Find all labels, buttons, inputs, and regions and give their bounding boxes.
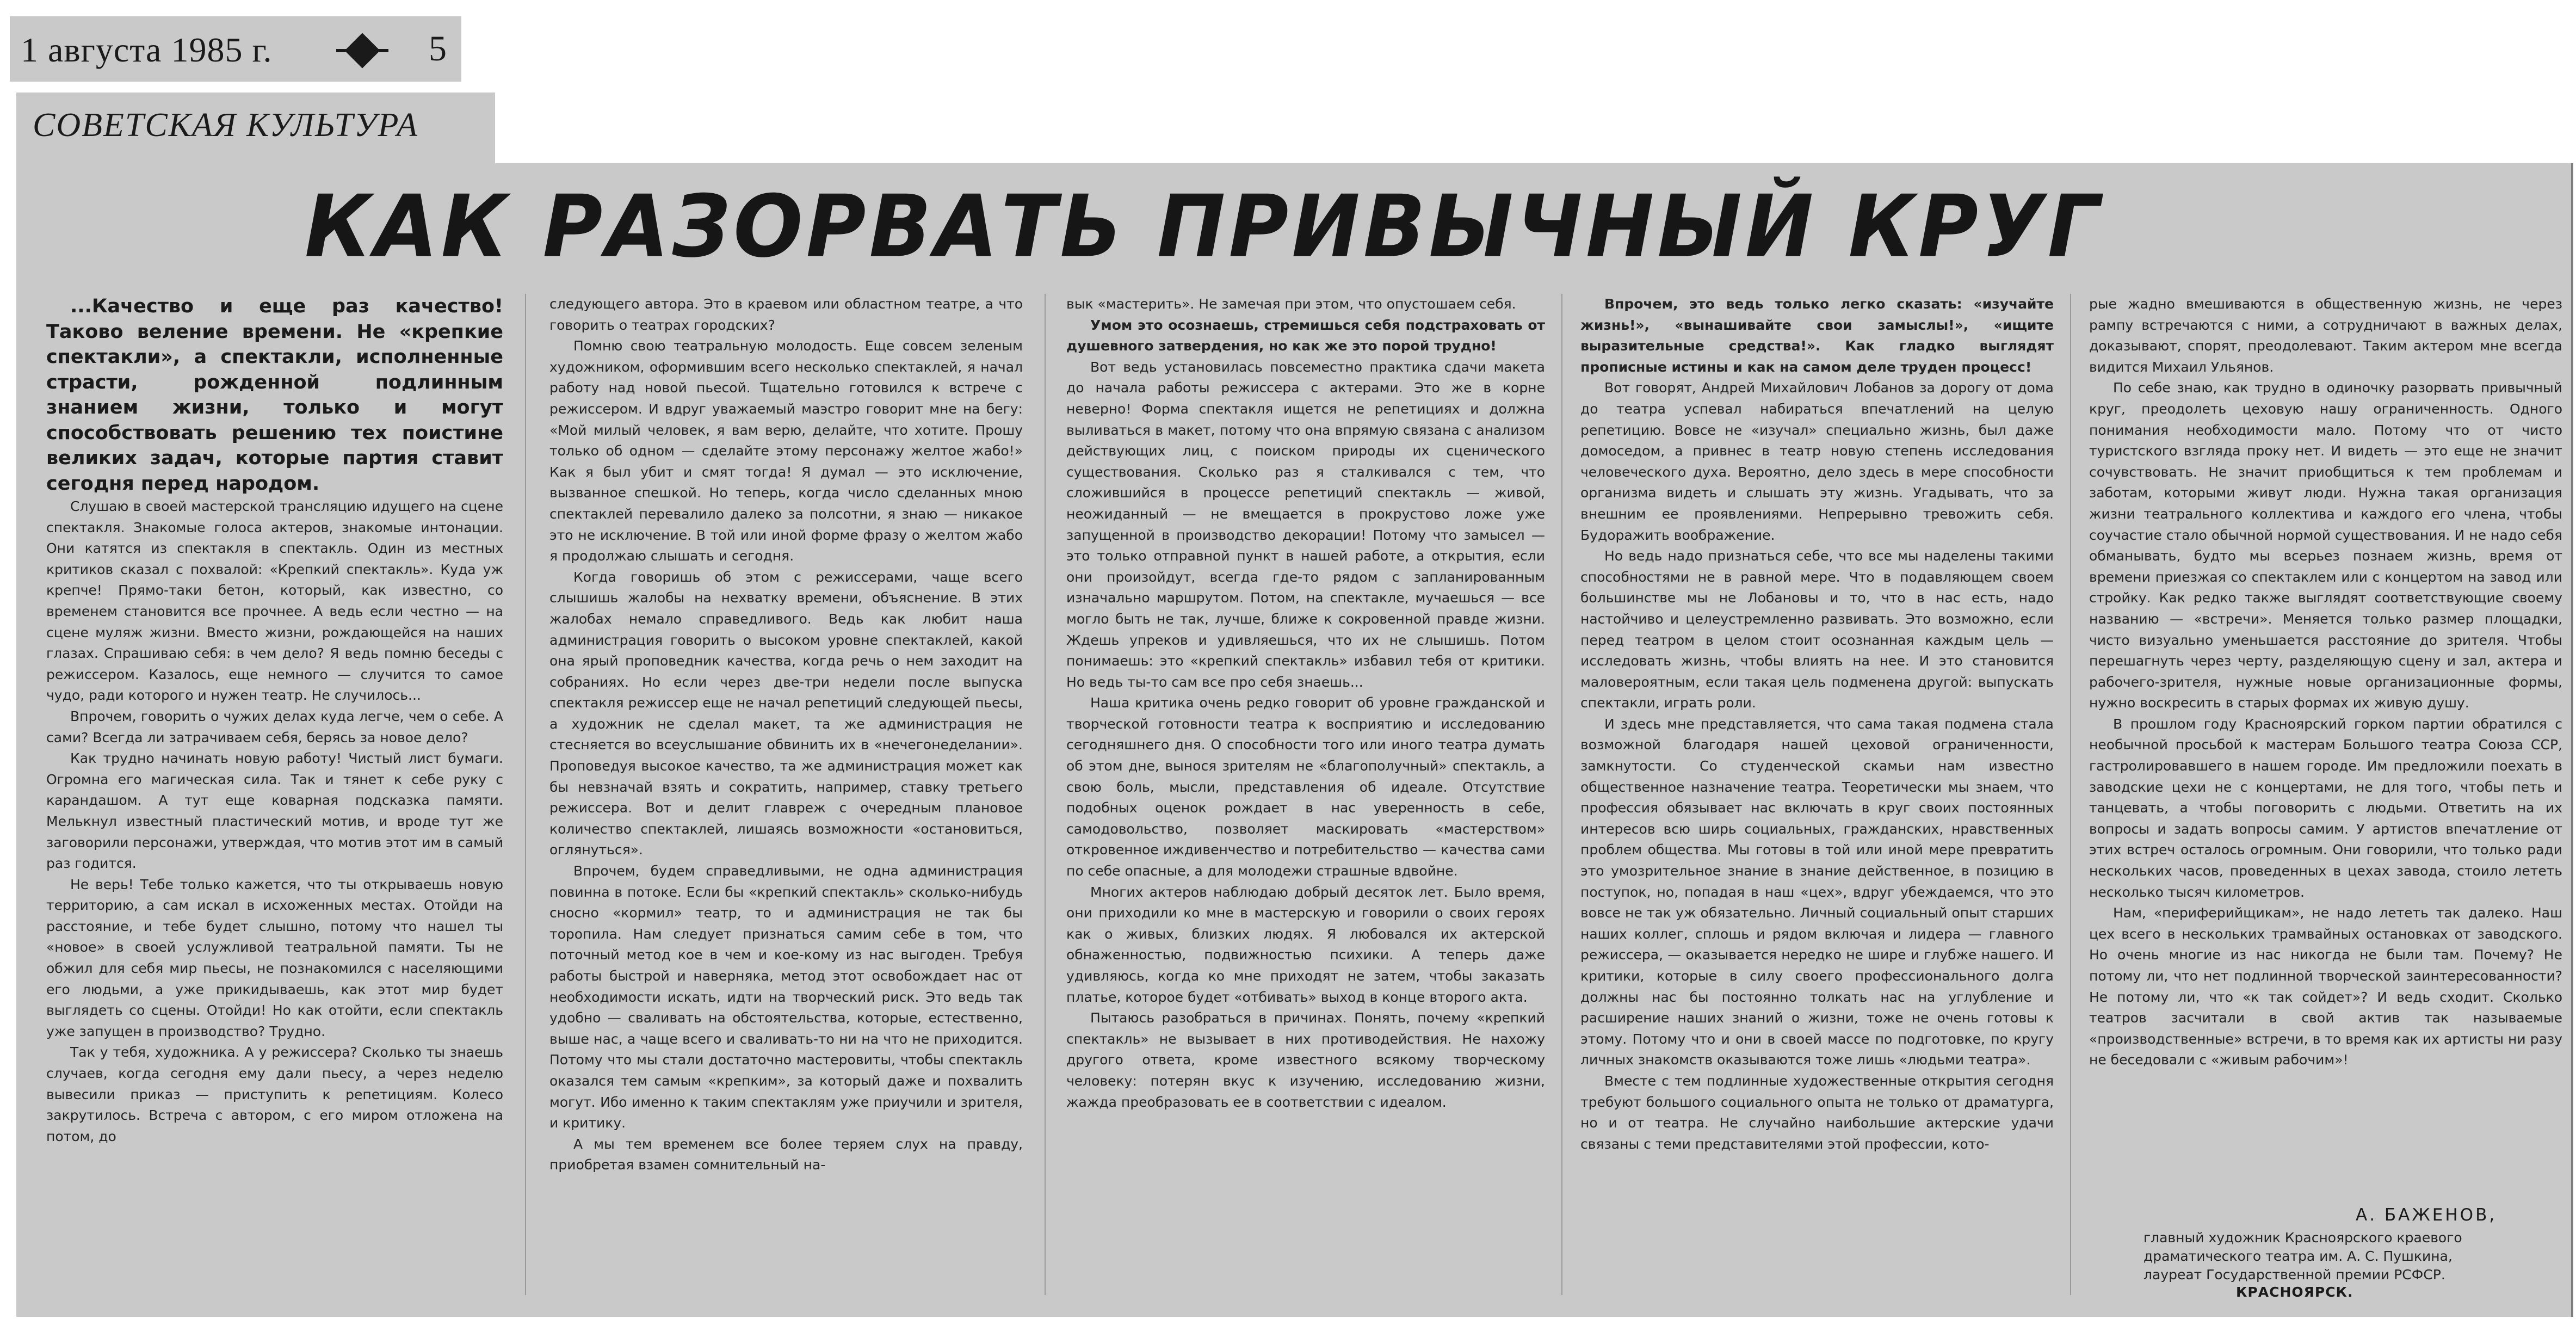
paragraph: А мы тем временем все более теряем слух на правду, приобретая взамен сомнительный на- [549, 1136, 1023, 1173]
paragraph: Вот ведь установилась повсеместно практика сдачи макета до начала работы режиссера с актерами. Это же в корне неверно! Форма спектакля ищется не репетициях и должна выливаться в макет, потому что она впрямую связана с анализом действующих лиц, с поиском природы их сценического существования. Сколько раз я сталкивался с тем, что сложившийся в процессе репетиций спектакль — живой, неожиданный — не вмещается в прокрустово ложе уже запущенной в производство декорации! Потому что замысел — это только отправной пункт в нашей работе, а открытия, если они произойдут, всегда где-то рядом с запланированным изначально маршрутом. Потом, на спектакле, мучаешься — все могло быть не так, лучше, ближе к сокровенной правде жизни. Ждешь упреков и удивляешься, что их не слышишь. Потом понимаешь: это «крепкий спектакль» избавил тебя от критики. Но ведь ты-то сам все про себя знаешь... [1066, 359, 1545, 690]
article-lead: ...Качество и еще раз качество! Таково веление времени. Не «крепкие спектакли», а спектакли, исполненные страсти, рожденной подлинным знанием жизни, только и могут способствовать решению тех поистине великих задач, которые партия ставит сегодня перед народом. [46, 295, 503, 495]
sheet-edge [2571, 163, 2573, 1317]
paragraph: По себе знаю, как трудно в одиночку разорвать привычный круг, преодолеть цеховую нашу ограниченность. Одного понимания необходимости мало. Потому что от чисто туристского взгляда проку нет. И видеть — это еще не значит сочувствовать. Не значит приобщиться к тем проблемам и заботам, которыми живут люди. Нужна такая организация жизни театрального коллектива и каждого его члена, чтобы соучастие стало обычной нормой существования. И не надо себя обманывать, будто мы всерьез познаем жизнь, время от времени приезжая со спектаклем или с концертом на завод или стройку. Как редко также выглядят соответствующие своему названию — «встречи». Меняется только размер площадки, чисто визуально уменьшается расстояние до зрителя. Чтобы перешагнуть через черту, разделяющую сцену и зал, актера и рабочего-зрителя, нужные новые организационные формы, нужно воскресить в старых формах их живую душу. [2089, 380, 2562, 711]
author-signature: А. БАЖЕНОВ, [2356, 1205, 2497, 1225]
paragraph: Пытаюсь разобраться в причинах. Понять, почему «крепкий спектакль» не вызывает в них противодействия. Не нахожу другого ответа, кроме известного всякому творческому человеку: потерян вкус к изучению, исследованию жизни, жажда преобразовать ее в соответствии с идеалом. [1066, 1010, 1545, 1110]
paragraph: Так у тебя, художника. А у режиссера? Сколько ты знаешь случаев, когда сегодня ему дали пьесу, а через неделю вывесили приказ — приступить к репетициям. Колесо закрутилось. Встреча с автором, с его миром отложена на потом, до [46, 1044, 503, 1144]
column-2 [549, 294, 1023, 1176]
column-4 [1580, 294, 2054, 1155]
paragraph: Не верь! Тебе только кажется, что ты открываешь новую территорию, а сам искал в исхоженных местах. Отойди на расстояние, и тебе будет слышно, потому что нашел ты «новое» в своей услужливой театральной памяти. Ты не обжил для себя мир пьесы, не познакомился с населяющими его людьми, а уже прикидываешь, как этот мир будет выглядеть со сцены. Отойди! Но как отойти, если спектакль уже запущен в производство? Трудно. [46, 876, 503, 1039]
paragraph: Впрочем, будем справедливыми, не одна администрация повинна в потоке. Если бы «крепкий спектакль» сколько-нибудь сносно «кормил» театр, то и администрация не так бы торопила. Нам следует признаться самим себе в том, что поточный метод кое в чем и кое-кому из нас выгоден. Требуя работы быстрой и наверняка, метод этот освобождает нас от необходимости искать, идти на творческий риск. Это ведь так удобно — сваливать на обстоятельства, которые, естественно, выше нас, а чаще всего и сваливать-то ни на что не приходится. Потому что мы стали достаточно мастеровиты, чтобы спектакль оказался тем самым «крепким», за который даже и похвалить могут. Ибо именно к таким спектаклям уже приучили и зрителя, и критику. [549, 863, 1023, 1131]
paragraph: Вместе с тем подлинные художественные открытия сегодня требуют большого социального опыта не только от драматурга, но и от театра. Не случайно наибольшие актерские удачи связаны с теми представителями этой профессии, кото- [1580, 1073, 2054, 1152]
paragraph: Нам, «периферийщикам», не надо лететь так далеко. Наш цех всего в нескольких трамвайных остановках от заводского. Но очень многие из нас никогда не были там. Почему? Не потому ли, что нет подлинной творческой заинтересованности? Не потому ли, что «к так сойдет»? И ведь сходит. Сколько театров засчитали в свой актив так называемые «производственные» встречи, в то время как их артисты ни разу не беседовали с «живым рабочим»! [2089, 905, 2562, 1068]
paragraph: Впрочем, это ведь только легко сказать: «изучайте жизнь!», «вынашивайте свои замыслы!», «ищите выразительные средства!». Как гладко выглядят прописные истины и как на самом деле труден процесс! [1580, 296, 2054, 375]
paragraph: Многих актеров наблюдаю добрый десяток лет. Было время, они приходили ко мне в мастерскую и говорили о своих героях как о живых, близких людях. Я любовался их актерской обнаженностью, подвижностью психики. А теперь даже удивляюсь, когда ко мне приходят не затем, чтобы заказать платье, которое будет «отбивать» выход в конце второго акта. [1066, 884, 1545, 1005]
paragraph: Вот говорят, Андрей Михайлович Лобанов за дорогу от дома до театра успевал набираться впечатлений на целую репетицию. Вовсе не «изучал» специально жизнь, был даже домоседом, а привнес в театр новую степень исследования человеческого духа. Вероятно, дело здесь в мере способности организма видеть и слышать эту жизнь. Угадывать, что за внешним ее проявлениями. Непрерывно тревожить себя. Будоражить воображение. [1580, 380, 2054, 543]
paragraph: следующего автора. Это в краевом или областном театре, а что говорить о театрах городских? [549, 296, 1023, 333]
paragraph: Как трудно начинать новую работу! Чистый лист бумаги. Огромна его магическая сила. Так и тянет к себе руку с карандашом. А тут еще коварная подсказка памяти. Мелькнул известный пластический мотив, и вроде тут же заговорили персонажи, утверждая, что мотив этот им в самый раз годится. [46, 750, 503, 872]
paragraph: Наша критика очень редко говорит об уровне гражданской и творческой готовности театра к восприятию и исследованию сегодняшнего дня. О способности того или иного театра думать об этом дне, вынося зрителям не «благополучный» спектакль, а свою боль, мысли, представления об идеале. Отсутствие подобных оценок рождает в нас уверенность в себе, самодовольство, позволяет маскировать «мастерством» откровенное иждивенчество и потребительство — качества сами по себе опасные, а для молодежи страшные вдвойне. [1066, 695, 1545, 879]
paragraph: вык «мастерить». Не замечая при этом, что опустошаем себя. [1066, 296, 1516, 312]
city-dateline: КРАСНОЯРСК. [2236, 1284, 2353, 1300]
column-divider [525, 294, 526, 1295]
paragraph: рые жадно вмешиваются в общественную жизнь, не через рампу встречаются с ними, а сотрудничают в важных делах, доказывают, спорят, преодолевают. Таким актером мне всегда видится Михаил Ульянов. [2089, 296, 2562, 375]
column-divider [1045, 294, 1046, 1295]
column-5 [2089, 294, 2562, 1071]
paragraph: И здесь мне представляется, что сама такая подмена стала возможной благодаря нашей цеховой ограниченности, замкнутости. Со студенческой скамьи нам известно общественное назначение театра. Теоретически мы знаем, что профессия обязывает нас включать в круг своих постоянных интересов всю ширь социальных, гражданских, нравственных проблем общества. Мы готовы в той или иной мере превратить это умозрительное знание в знание действенное, в позицию в поступок, но, попадая в наш «цех», вдруг убеждаемся, что это вовсе не так уж обязательно. Личный социальный опыт старших наших коллег, сплошь и рядом включая и лидера — главного режиссера, — оказывается нередко не шире и глубже нашего. И критики, которые в силу своего профессионального долга должны нас бы постоянно толкать нас на углубление и расширение наших знаний о жизни, тоже не очень готовы к этому. Потому что и они в своей массе по подготовке, по кругу личных знакомств оказываются тоже лишь «людьми театра». [1580, 716, 2054, 1068]
newspaper-name: СОВЕТСКАЯ КУЛЬТУРА [33, 107, 418, 144]
diamond-ornament-icon [344, 33, 380, 68]
date-strip [10, 16, 461, 82]
paragraph: Но ведь надо признаться себе, что все мы наделены такими способностями не в равной мере. Что в подавляющем своем большинстве мы не Лобановы и то, что в нас есть, надо настойчиво и целеустремленно развивать. Это возможно, если перед театром в целом стоит осознанная каждым цель — исследовать жизнь, чтобы влиять на нее. И это становится маловероятным, если такая цель подменена другой: выпускать спектакли, играть роли. [1580, 548, 2054, 711]
paragraph: Помню свою театральную молодость. Еще совсем зеленым художником, оформившим всего несколько спектаклей, я начал работу над новой пьесой. Тщательно готовился к встрече с режиссером. И вдруг уважаемый маэстро говорит мне на бегу: «Мой милый человек, я вам верю, делайте, что хотите. Прошу только об одном — сделайте этому персонажу желтое жабо!» Как я был убит и смят тогда! Я думал — это исключение, вызванное спешкой. Но теперь, когда число сделанных мною спектаклей перевалило далеко за полсотни, я знаю — никакое это не исключение. В той или иной форме фразу о желтом жабо я продолжаю слышать и сегодня. [549, 338, 1023, 564]
column-3 [1066, 294, 1545, 1113]
article-title: КАК РАЗОРВАТЬ ПРИВЫЧНЫЙ КРУГ [305, 177, 2103, 277]
author-credit [2116, 1229, 2552, 1284]
issue-date: 1 августа 1985 г. [21, 30, 273, 69]
paragraph: Умом это осознаешь, стремишься себя подстраховать от душевного затвердения, но как же это порой трудно! [1066, 317, 1545, 354]
column-1 [46, 294, 503, 1147]
paragraph: Слушаю в своей мастерской трансляцию идущего на сцене спектакля. Знакомые голоса актеров, знакомые интонации. Они катятся из спектакля в спектакль. Один из местных критиков сказал с похвалой: «Крепкий спектакль». Куда уж крепче! Прямо-таки бетон, который, как известно, со временем становится все прочнее. А ведь если честно — на сцене муляж жизни. Вместо жизни, рождающейся на наших глазах. Спрашиваю себя: в чем дело? Я ведь помню беседы с режиссером. Казалось, еще немного — случится то самое чудо, ради которого и нужен театр. Не случилось... [46, 498, 503, 704]
column-divider [1561, 294, 1562, 1295]
masthead-strip [16, 93, 495, 166]
credit-line: драматического театра им. А. С. Пушкина, [2143, 1248, 2453, 1264]
paragraph: Когда говоришь об этом с режиссерами, чаще всего слышишь жалобы на нехватку времени, объяснение. В этих жалобах немало справедливого. Ведь как любит наша администрация говорить о высоком уровне спектаклей, какой она ярый проповедник качества, когда речь о нем заходит на собраниях. Но если через две-три недели после выпуска спектакля режиссер еще не начал репетиций следующей пьесы, а художник не сделал макет, та же администрация не стесняется во всеуслышание обвинить их в «нечегонеделании». Проповедуя высокое качество, та же администрация может как бы невзначай взять и сократить, например, ставку третьего режиссера. Вот и делит главреж с очередным плановое количество спектаклей, лишаясь возможности «остановиться, оглянуться». [549, 569, 1023, 858]
credit-line: главный художник Красноярского краевого [2143, 1230, 2462, 1246]
paragraph: В прошлом году Красноярский горком партии обратился с необычной просьбой к мастерам Большого театра Союза ССР, гастролировавшего в нашем городе. Им предложили поехать в заводские цехи не с концертами, не для того, чтобы петь и танцевать, а чтобы поговорить с людьми. Ответить на их вопросы и задать вопросы самим. У артистов впечатление от этих встреч осталось огромным. Они говорили, что только ради нескольких часов, проведенных в цехах завода, стоило лететь несколько тысяч километров. [2089, 716, 2562, 900]
column-divider [2070, 294, 2071, 1295]
page-number: 5 [429, 29, 447, 69]
credit-line: лауреат Государственной премии РСФСР. [2143, 1267, 2445, 1283]
paragraph: Впрочем, говорить о чужих делах куда легче, чем о себе. А сами? Всегда ли затрачиваем себя, берясь за новое дело? [46, 708, 503, 745]
